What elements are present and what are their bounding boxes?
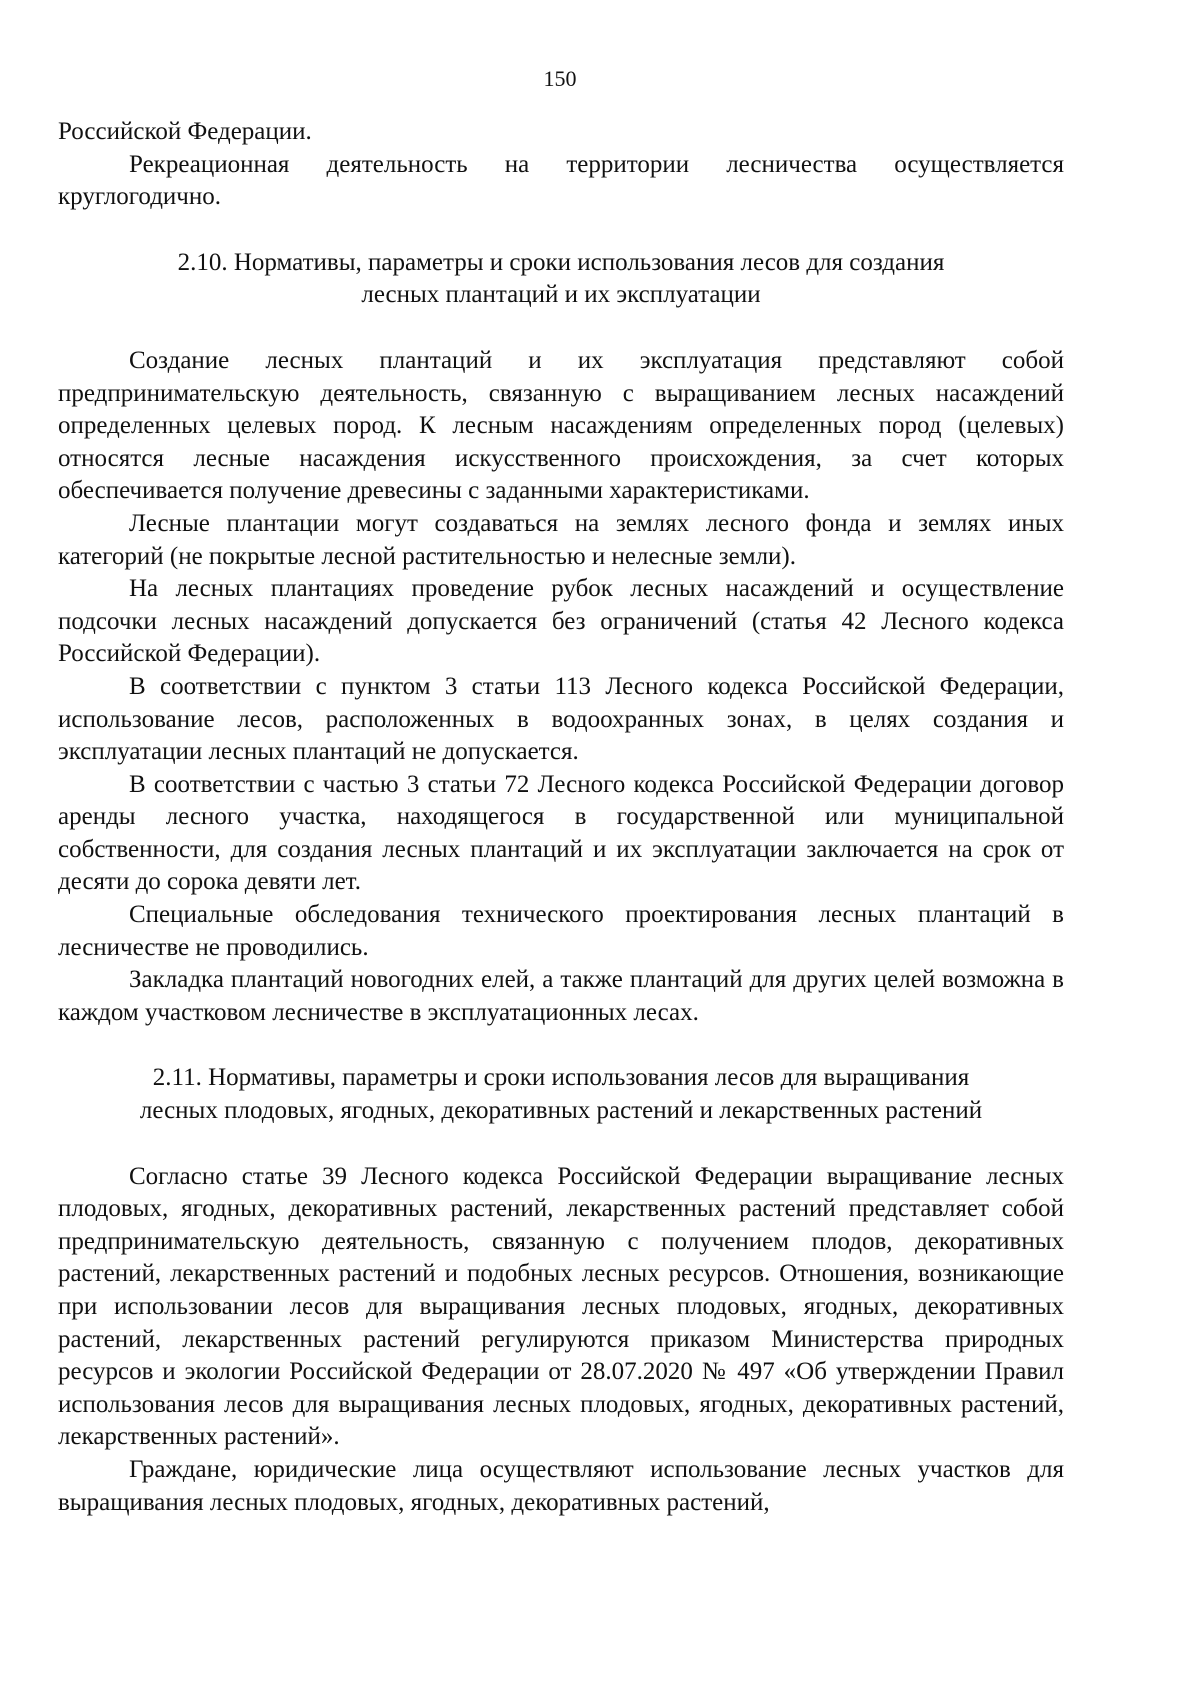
page-number: 150: [543, 66, 577, 91]
section-2-11-heading-line2: лесных плодовых, ягодных, декоративных растений и лекарственных растений: [139, 1097, 983, 1125]
paragraph: Граждане, юридические лица осуществляют использование лесных участков для выращивания лесных плодовых, ягодных, декоративных растений,: [58, 1455, 1064, 1516]
paragraph: Согласно статье 39 Лесного кодекса Российской Федерации выращивание лесных плодовых, ягодных, декоративных растений, лекарственных растений представляет собой предпринимательскую деятельность, связанную с получением плодов, декоративных растений, лекарственных растений и подобных лесных ресурсов. Отношения, возникающие при использовании лесов для выращивания лесных плодовых, ягодных, декоративных растений, лекарственных растений регулируются приказом Министерства природных ресурсов и экологии Российской Федерации от 28.07.2020 № 497 «Об утверждении Правил использования лесов для выращивания лесных плодовых, ягодных, декоративных растений, лекарственных растений».: [58, 1162, 1064, 1451]
paragraph: Специальные обследования технического проектирования лесных плантаций в лесничестве не проводились.: [58, 901, 1064, 961]
section-2-11-heading: [58, 1062, 1064, 1127]
paragraph: Лесные плантации могут создаваться на землях лесного фонда и землях иных категорий (не покрытые лесной растительностью и нелесные земли).: [58, 509, 1064, 570]
page-content: [58, 116, 1064, 1519]
continuation-text: Российской Федерации.: [58, 118, 312, 145]
section-2-10-heading: [58, 247, 1064, 312]
paragraph: На лесных плантациях проведение рубок лесных насаждений и осуществление подсочки лесных насаждений допускается без ограничений (статья 42 Лесного кодекса Российской Федерации).: [58, 575, 1064, 668]
paragraph: В соответствии с пунктом 3 статьи 113 Лесного кодекса Российской Федерации, использование лесов, расположенных в водоохранных зонах, в целях создания и эксплуатации лесных плантаций не допускается.: [58, 672, 1064, 766]
paragraph: Создание лесных плантаций и их эксплуатация представляют собой предпринимательскую деятельность, связанную с выращиванием лесных насаждений определенных целевых пород. К лесным насаждениям определенных пород (целевых) относятся лесные насаждения искусственного происхождения, за счет которых обеспечивается получение древесины с заданными характеристиками.: [58, 346, 1064, 505]
paragraph: Закладка плантаций новогодних елей, а также плантаций для других целей возможна в каждом участковом лесничестве в эксплуатационных лесах.: [58, 966, 1064, 1026]
section-2-10-heading-line2: лесных плантаций и их эксплуатации: [361, 281, 761, 309]
section-2-11-heading-line1: 2.11. Нормативы, параметры и сроки использования лесов для выращивания: [152, 1064, 970, 1092]
section-2-10-heading-line1: 2.10. Нормативы, параметры и сроки использования лесов для создания: [177, 248, 945, 276]
paragraph: В соответствии с частью 3 статьи 72 Лесного кодекса Российской Федерации договор аренды лесного участка, находящегося в государственной или муниципальной собственности, для создания лесных плантаций и их эксплуатации заключается на срок от десяти до сорока девяти лет.: [58, 770, 1064, 896]
recreation-paragraph: Рекреационная деятельность на территории лесничества осуществляется круглогодично.: [58, 150, 1064, 211]
